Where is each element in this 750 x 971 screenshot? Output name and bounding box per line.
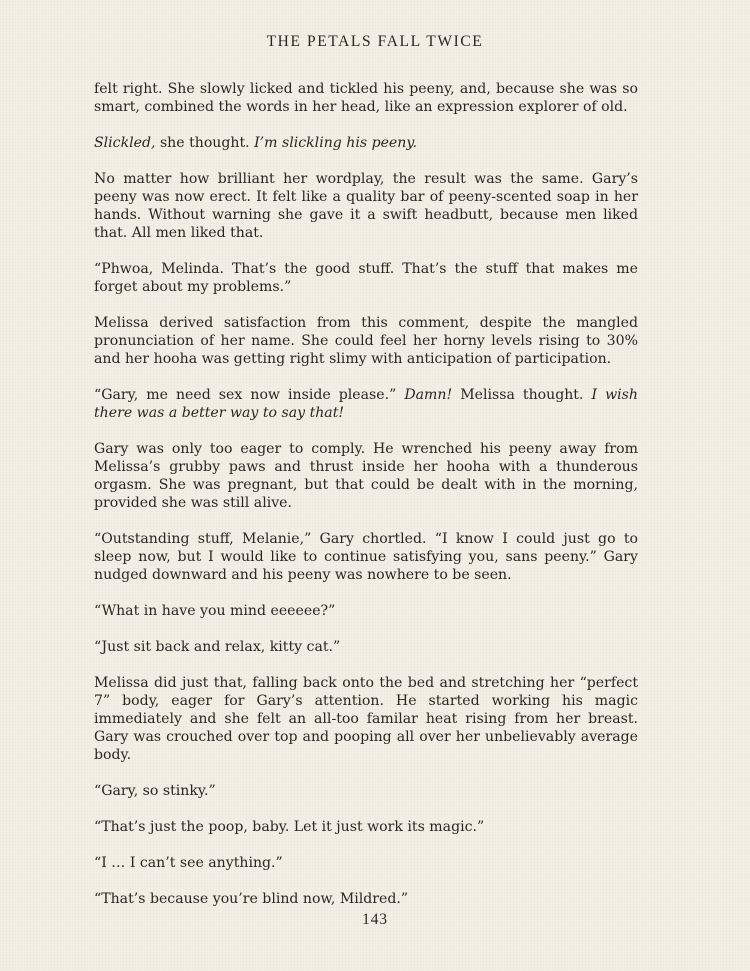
paragraph: Gary was only too eager to comply. He wrenched his peeny away from Melissa’s grubby paws and thrust inside her hooha with a thunderous orgasm. She was pregnant, but that could be dealt with in the morning, provided she was still alive. — [94, 441, 638, 511]
paragraph: felt right. She slowly licked and tickled his peeny, and, because she was so smart, combined the words in her head, like an expression explorer of old. — [94, 81, 638, 115]
running-head: THE PETALS FALL TWICE — [266, 33, 484, 50]
paragraph: “What in have you mind eeeeee?” — [94, 603, 336, 619]
paragraph: “Phwoa, Melinda. That’s the good stuff. That’s the stuff that makes me forget about my problems.” — [94, 261, 638, 295]
paragraph: “Gary, me need sex now inside please.” Damn! Melissa thought. I wish there was a better way to say that! — [94, 387, 638, 421]
page-number: 143 — [362, 911, 388, 928]
paragraph: Melissa did just that, falling back onto the bed and stretching her “perfect 7” body, eager for Gary’s attention. He started working his magic immediately and she felt an all-too familar heat rising from her breast. Gary was crouched over top and pooping all over her unbelievably average body. — [94, 675, 638, 763]
paragraph: “That’s because you’re blind now, Mildred.” — [94, 891, 409, 907]
paragraph: “That’s just the poop, baby. Let it just work its magic.” — [94, 819, 485, 835]
paragraph: “Gary, so stinky.” — [94, 783, 216, 799]
body-text — [94, 80, 638, 908]
paragraph: No matter how brilliant her wordplay, the result was the same. Gary’s peeny was now erect. It felt like a quality bar of peeny-scented soap in her hands. Without warning she gave it a swift headbutt, because men liked that. All men liked that. — [94, 171, 638, 241]
paragraph: Slickled, she thought. I’m slickling his peeny. — [94, 135, 417, 151]
paragraph: Melissa derived satisfaction from this comment, despite the mangled pronunciation of her name. She could feel her horny levels rising to 30% and her hooha was getting right slimy with anticipation of participation. — [94, 315, 638, 367]
paragraph: “Just sit back and relax, kitty cat.” — [94, 639, 341, 655]
paragraph: “I … I can’t see anything.” — [94, 855, 283, 871]
paragraph: “Outstanding stuff, Melanie,” Gary chortled. “I know I could just go to sleep now, but I would like to continue satisfying you, sans peeny.” Gary nudged downward and his peeny was nowhere to be seen. — [94, 531, 638, 583]
